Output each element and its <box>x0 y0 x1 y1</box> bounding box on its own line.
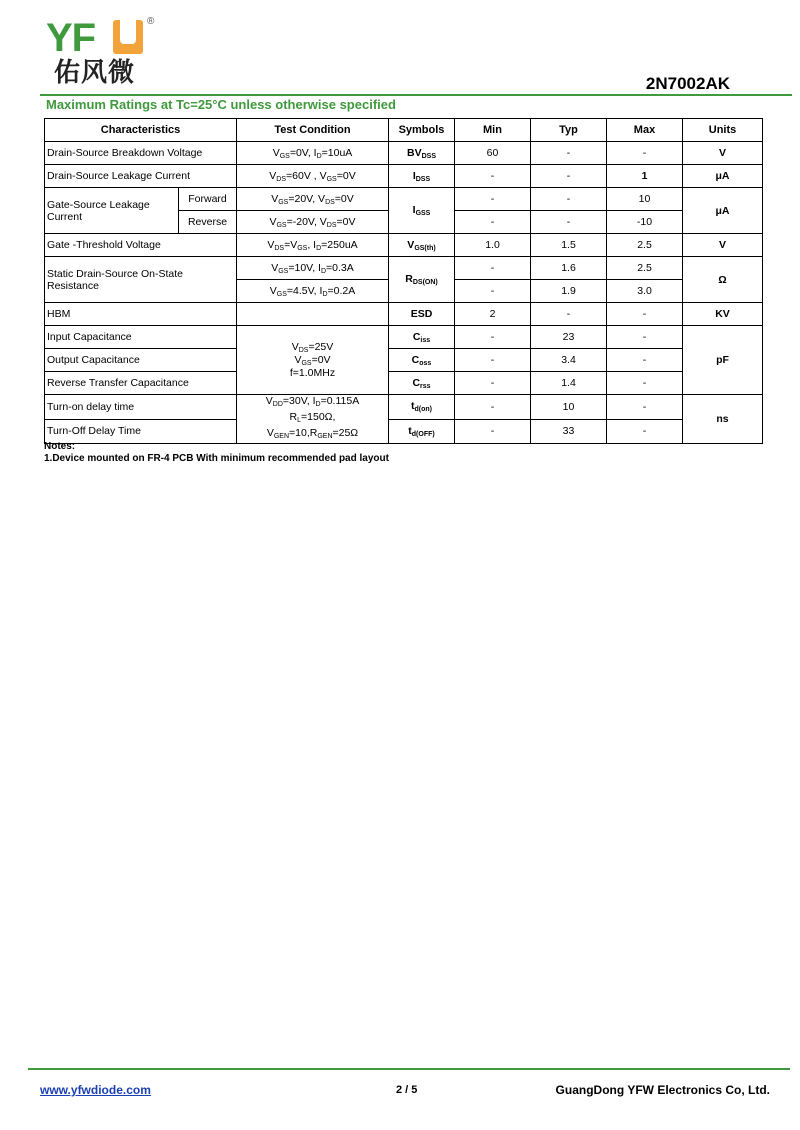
table-row: Turn-on delay time $V_{DD}=30V$, $I_D=0.115A$ $R_L=150\Omega$, $V_{GEN}=10,R_{GEN}=25\Omega$ $t_{d(on)}$ - 10 - ns <box>45 395 763 420</box>
col-header-typ: Typ <box>531 119 607 142</box>
logo-text: YF <box>46 16 96 60</box>
test-condition: $V_{DS}=V_{GS}$, $I_D=250uA$ <box>237 234 389 257</box>
test-condition: $V_{GS}=20V$, $V_{DS}=0V$ <box>237 188 389 211</box>
test-condition: $V_{DD}=30V$, $I_D=0.115A$ $R_L=150\Omega$, $V_{GEN}=10,R_{GEN}=25\Omega$ <box>237 395 389 444</box>
section-title: Maximum Ratings at Tc=25°C unless otherwise specified <box>46 97 396 112</box>
table-row: Turn-Off Delay Time $t_{d(OFF)}$ - 33 - <box>45 419 763 444</box>
registered-mark: ® <box>147 16 155 27</box>
table-row: Drain-Source Breakdown Voltage $V_{GS}=0V$, $I_D=10uA$ $BV_{DSS}$ 60 - - V <box>45 142 763 165</box>
website-link[interactable]: www.yfwdiode.com <box>40 1083 151 1097</box>
symbol: $I_{GSS}$ <box>389 188 455 234</box>
table-row: Reverse $V_{GS}=-20V$, $V_{DS}=0V$ - - -10 <box>45 211 763 234</box>
table-row: Output Capacitance $C_{oss}$ - 3.4 - <box>45 349 763 372</box>
table-row: Drain-Source Leakage Current $V_{DS}=60V$ , $V_{GS}=0V$ $I_{DSS}$ - - 1 μA <box>45 165 763 188</box>
symbol: $I_{DSS}$ <box>389 165 455 188</box>
footer-divider <box>28 1068 790 1070</box>
notes-title: Notes: <box>44 441 76 452</box>
logo-mark <box>113 20 143 54</box>
symbol: $t_{d(on)}$ <box>389 395 455 420</box>
symbol: $t_{d(OFF)}$ <box>389 419 455 444</box>
test-condition: $V_{GS}=-20V$, $V_{DS}=0V$ <box>237 211 389 234</box>
ratings-table <box>44 118 763 444</box>
symbol: $C_{iss}$ <box>389 326 455 349</box>
col-header-max: Max <box>607 119 683 142</box>
test-condition: $V_{GS}=4.5V$, $I_D=0.2A$ <box>237 280 389 303</box>
table-header-row <box>45 119 763 142</box>
company-logo <box>46 16 156 96</box>
company-name: GuangDong YFW Electronics Co, Ltd. <box>555 1083 770 1097</box>
table-row: Input Capacitance $V_{DS}=25V$ $V_{GS}=0V$ f=1.0MHz $C_{iss}$ - 23 - pF <box>45 326 763 349</box>
header-divider <box>40 94 792 96</box>
symbol: $BV_{DSS}$ <box>389 142 455 165</box>
col-header-symbols: Symbols <box>389 119 455 142</box>
test-condition: $V_{DS}=25V$ $V_{GS}=0V$ f=1.0MHz <box>237 326 389 395</box>
table-row: Gate -Threshold Voltage $V_{DS}=V_{GS}$, $I_D=250uA$ $V_{GS(th)}$ 1.0 1.5 2.5 V <box>45 234 763 257</box>
notes <box>44 441 389 465</box>
col-header-characteristics: Characteristics <box>45 119 237 142</box>
table-row: Static Drain-Source On-State Resistance $V_{GS}=10V$, $I_D=0.3A$ $R_{DS(ON)}$ - 1.6 2.5 Ω <box>45 257 763 280</box>
col-header-min: Min <box>455 119 531 142</box>
col-header-condition: Test Condition <box>237 119 389 142</box>
symbol: $C_{rss}$ <box>389 372 455 395</box>
table-row: Reverse Transfer Capacitance $C_{rss}$ - 1.4 - <box>45 372 763 395</box>
test-condition: $V_{GS}=10V$, $I_D=0.3A$ <box>237 257 389 280</box>
test-condition: $V_{DS}=60V$ , $V_{GS}=0V$ <box>237 165 389 188</box>
symbol: $C_{oss}$ <box>389 349 455 372</box>
part-number: 2N7002AK <box>645 74 730 93</box>
table-row: Gate-Source Leakage Current Forward $V_{GS}=20V$, $V_{DS}=0V$ $I_{GSS}$ - - 10 μA <box>45 188 763 211</box>
page-number: 2 / 5 <box>396 1084 418 1096</box>
note-1: 1.Device mounted on FR-4 PCB With minimum recommended pad layout <box>44 453 389 464</box>
table-row: HBM ESD 2 - - KV <box>45 303 763 326</box>
symbol: $R_{DS(ON)}$ <box>389 257 455 303</box>
table-row: $V_{GS}=4.5V$, $I_D=0.2A$ - 1.9 3.0 <box>45 280 763 303</box>
logo-chinese-name: 佑风微 <box>54 58 136 88</box>
symbol: $V_{GS(th)}$ <box>389 234 455 257</box>
test-condition: $V_{GS}=0V$, $I_D=10uA$ <box>237 142 389 165</box>
col-header-units: Units <box>683 119 763 142</box>
